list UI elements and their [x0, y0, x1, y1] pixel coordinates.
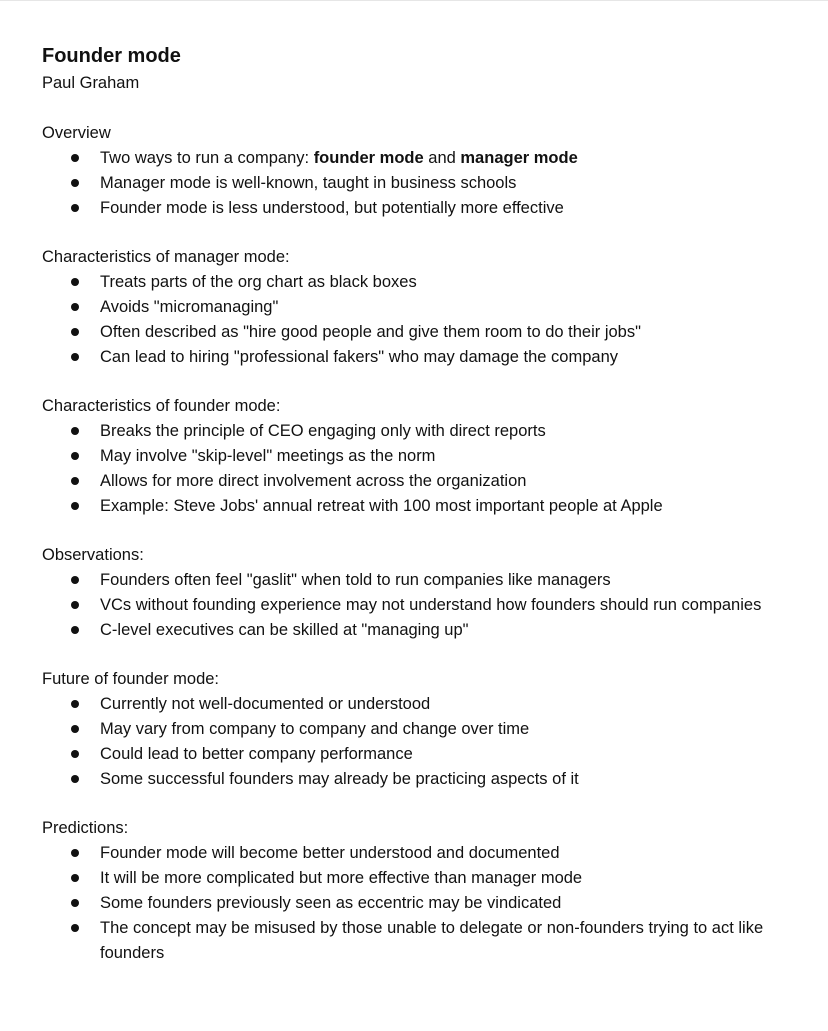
overview-list: [42, 146, 802, 221]
list-item: Could lead to better company performance: [42, 742, 802, 767]
document-author: Paul Graham: [42, 74, 140, 92]
list-item: Founder mode will become better understood and documented: [42, 841, 802, 866]
future-list: [42, 692, 802, 792]
overview-item-3: Founder mode is less understood, but potentially more effective: [100, 199, 564, 217]
list-item: Currently not well-documented or understood: [42, 692, 802, 717]
list-item: [42, 146, 802, 171]
section-heading-observations: Observations:: [42, 546, 144, 564]
bullet-icon: [71, 576, 79, 584]
bullet-icon: [71, 725, 79, 733]
list-item: Treats parts of the org chart as black boxes: [42, 270, 802, 295]
list-item: Some founders previously seen as eccentric may be vindicated: [42, 891, 802, 916]
overview-item-1: Two ways to run a company: founder mode and manager mode: [100, 149, 578, 167]
list-item: Breaks the principle of CEO engaging only with direct reports: [42, 419, 802, 444]
section-heading-future: Future of founder mode:: [42, 670, 220, 688]
list-item: It will be more complicated but more effective than manager mode: [42, 866, 802, 891]
section-heading-predictions: Predictions:: [42, 819, 129, 837]
bullet-icon: [71, 874, 79, 882]
list-item: C-level executives can be skilled at "managing up": [42, 618, 802, 643]
list-item: Some successful founders may already be practicing aspects of it: [42, 767, 802, 792]
bullet-icon: [71, 328, 79, 336]
observations-list: [42, 568, 802, 643]
section-heading-founder-mode: Characteristics of founder mode:: [42, 397, 281, 415]
bullet-icon: [71, 626, 79, 634]
list-item: Often described as "hire good people and give them room to do their jobs": [42, 320, 802, 345]
list-item: VCs without founding experience may not understand how founders should run companies: [42, 593, 802, 618]
section-observations: [42, 543, 802, 643]
bullet-icon: [71, 353, 79, 361]
bullet-icon: [71, 899, 79, 907]
list-item: Example: Steve Jobs' annual retreat with 100 most important people at Apple: [42, 494, 802, 519]
founder-mode-list: [42, 419, 802, 519]
list-item: Avoids "micromanaging": [42, 295, 802, 320]
document-body: [42, 42, 802, 966]
bullet-icon: [71, 452, 79, 460]
bullet-icon: [71, 849, 79, 857]
bullet-icon: [71, 154, 79, 162]
top-divider: [0, 0, 828, 1]
bullet-icon: [71, 278, 79, 286]
bullet-icon: [71, 775, 79, 783]
section-future: [42, 667, 802, 792]
bullet-icon: [71, 427, 79, 435]
manager-mode-list: [42, 270, 802, 370]
bullet-icon: [71, 204, 79, 212]
list-item: Can lead to hiring "professional fakers" who may damage the company: [42, 345, 802, 370]
bullet-icon: [71, 303, 79, 311]
list-item: Allows for more direct involvement across the organization: [42, 469, 802, 494]
bullet-icon: [71, 700, 79, 708]
document-title: Founder mode: [42, 45, 181, 67]
section-founder-mode: [42, 394, 802, 519]
bullet-icon: [71, 750, 79, 758]
overview-item-2: Manager mode is well-known, taught in business schools: [100, 174, 517, 192]
section-manager-mode: [42, 245, 802, 370]
section-heading-manager-mode: Characteristics of manager mode:: [42, 248, 290, 266]
bullet-icon: [71, 179, 79, 187]
list-item: Founders often feel "gaslit" when told to run companies like managers: [42, 568, 802, 593]
section-predictions: [42, 816, 802, 966]
bullet-icon: [71, 601, 79, 609]
list-item: [42, 171, 802, 196]
section-heading-overview: Overview: [42, 124, 111, 142]
bullet-icon: [71, 477, 79, 485]
list-item: [42, 196, 802, 221]
list-item: May vary from company to company and change over time: [42, 717, 802, 742]
list-item: May involve "skip-level" meetings as the norm: [42, 444, 802, 469]
predictions-list: [42, 841, 802, 966]
bullet-icon: [71, 502, 79, 510]
list-item: The concept may be misused by those unable to delegate or non-founders trying to act like founders: [42, 916, 802, 966]
section-overview: [42, 121, 802, 221]
bullet-icon: [71, 924, 79, 932]
